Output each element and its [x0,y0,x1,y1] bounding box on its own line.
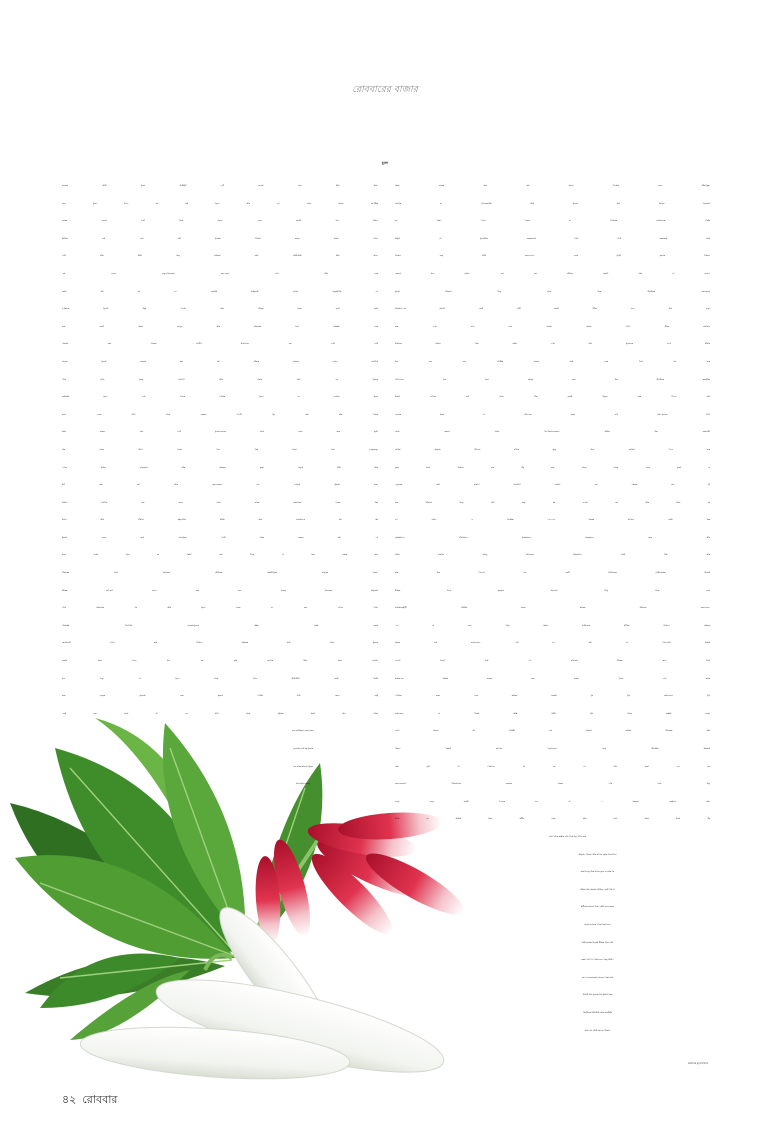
text-line: ওপরে সামান্য বড়িভাজা আর নারকেল কুরো ছড়িয়ে মিষ্টি মিষ্টি [62,466,378,469]
text-line: থাকেন। কিন্তু আমি কোনওদিনও এদের মুখেই তুলতে পারিনি। [395,255,710,258]
section-title: রোববারের বাজার [352,84,418,95]
text-line: বেশি দুঃখ যে পেয়েছিল, সে হল ওই ট্রাম। কারণ ওর তো [395,765,710,768]
author-byline: রজতেন্দ্র মুখোপাধ্যায় [687,1062,708,1065]
text-line: বিধান সরণির মোড়ে সিগন্যালে দাঁড়িয়েছিল একটা ট্রাম। আর [395,554,710,557]
text-line: শোনপুর বা পোলেরহাটের মিষ্টি স্বাদের সাদা ধবধবে মুলোরাই [395,202,710,205]
text-line: সামান্য ভাপিয়ে জল ফেলে দিয়ে, তাতে তেজপাতা, জিরে, গরম [62,501,378,504]
text-line: টুকরো ফেলে কষে শোলমুলো পদটি তৈরি করতে হয়। এই [62,536,378,539]
text-line: মুহূর্তে আকাশে উড়ে যেতে পারে! টিনটিনের ‘চন্দ্রালোকে [395,290,710,293]
text-line: মাসিদের সামনে পাতা চটের ওপর সাদা মুলোদের দেখে আমার [395,343,710,346]
text-line: মতোই দেখতে হয়ে যাবে। আর রকেট উড়লে তার পিছনে লম্বা [395,396,710,399]
text-line: শ্যামবাজারমুখী ট্রামটির চালক রামচন্দ্র প্রসাদকে বলেছিলেন, [395,607,710,610]
text-line: দাঁড়িয়েও থাকত। আর কপালে জুটত গালাগালি। [578,853,617,856]
text-line: এরা ওজনে দেড়-দু’কিলোরও হত—তবে এখন আর এদের [62,272,378,275]
text-line: করে দড়িতে ঝুলিয়ে, তার কুরনো পেটের মধ্যে রোজ একটু [62,695,378,698]
text-line: করে কেটে, সরষে ফোড়ন আর কাঁচালঙ্কা দিয়ে গেরস্তরা এদের [62,325,378,328]
text-line: রেওয়াজটি এখনও রয়ে গিয়েছে। অম্বলের মধ্যে থেকে মুলোর [62,642,378,645]
magazine-name: রোববার [82,1093,118,1106]
text-line: হয়েছিলেন ওই ট্রামের সমস্ত যাত্রী। খুশি সেদিন রাস্তায় জড়ো [395,712,710,715]
text-line: কথা। কই, আমি তো তা পারিনি! [584,1029,611,1032]
text-line: বেরিয়েছিল। আগেরদিন সাতসকালে বিবেকানন্দ রোড আর [395,536,710,539]
text-line: বীরেন্দ্র যাদব ফুরফুরে মেজাজে গাড়ি থেকে নেমে [395,589,710,592]
text-line: স্বাধীনতা চাইতে পারে—সেটা কোনওভাবে [580,906,615,909]
text-line: টকটকে হয়ে ওঠে। বিট মুলোরা উইডস বলের মতোই গোল, [62,237,378,240]
text-line: হাতের জলের ছিটে গায়ে পড়লে এদের লালটা যেন আরও [62,220,378,223]
text-line: লেজের মতো যে আগুনের হলকা দেখা যায়—মুলোর মাথা [395,413,710,416]
text-line: টিনটিনের X-FLR-6 নামক রকেটটির [583,1011,612,1014]
text-line: লাল মুলো মানে, হয় বিট মুলো আর তা নইলে হিংলি। ব্যাপারীর [62,202,378,205]
text-line: রামচন্দ্র’কে মারধর করতে শুরু করেন। পুলিশ এসে তাঁকে [395,677,710,680]
text-line: মনে হত, লাল পোস্টার কালার দিয়ে ওদের গায়ে যত্ন করে [395,360,710,363]
page-number: ৪২ [62,1093,77,1106]
text-line: ছোট আর মিষ্টি। কিন্তু হিংলিরা লম্বা, মোটাসোটা আর ঝাল। [62,255,378,258]
text-line: পরদিন খবরটি কাগজে পড়েছিলেন। কিন্তু ঘটনাটায় সবচেয়ে [395,748,710,750]
text-line: ম্যাটাডোরের খালাসি বীরেন্দ্র যাদব। সেই [581,941,614,944]
text-line: গ্রেপ্তারও করে। এতে রামচন্দ্র নিশ্চয়ই খুব খুশি হয়েছিলেন। খুশি [395,695,710,698]
text-line: মুলো দিয়েই ‘মুলি কে পরাঠা’ হয়ে থাকে, যা কিনা লঙ্কার ঝাল [62,554,378,557]
text-line: ফুল ফোটাতেন। তবে তেল- [292,730,314,733]
text-line: ঘন্ট করা হয়। আর বড়গুলোকে ছাল ছাড়িয়ে টুকরো করে, [62,484,378,487]
text-line: নেওয়া যাবে?’ ব্যস, এই কথাতেই বীরেন্দ্র রেগে গিয়ে [395,660,710,663]
text-line: মনে পড়ে, এই মুলো পেকে গেলে আধাআধি কেটে, উল্টো [62,677,378,680]
text-line: মশলা আর পেঁয়াজ রসুন-আদা বাটার সঙ্গে শোলমাছের রিং রিং [62,519,378,522]
text-line: মটরের চাপ-চাপ ডালও করা হত। যেহেতু অনেকের বাড়িতেই [62,589,378,592]
text-line: ভারি বাহার। এমন ছোট মুলোগুলোকে ফালি ফালি করে কুটে, [62,431,378,434]
text-line: নরমসরম মুলো ওঠে, যাদের পৌষের মুলো বা বাঙালি মুলো [62,396,378,399]
text-line: পায়েসের পাশাপাশি চালতা-মুলোর অম্বল তৈরি করার [62,624,378,627]
text-line: খোপগুলো এঁকে দিলে, হয়তো ওরাও ঠিক টিনটিনের রকেটটার [395,378,710,381]
text-line: প্রতিটি সাদা মুলোর মধ্যে ঘুমিয়ে থাকা [582,994,613,997]
text-line: হয়তো জানতে পেরে গিয়েছিলেন [584,923,611,926]
text-line: লালচে মুলোই ব্যবহার করা হয়। আবার বাংলার নানান জায়গায় [62,360,378,363]
text-line: তেমন চাষ হয় না। একসময় বসিরহাট, দেগঙ্গা, বেড়াচাঁপায় এই [62,290,378,293]
text-line: কারণে খেপেও গিয়েছিলেন। কিন্তু আমিও [581,959,614,962]
article-title: মুলো [381,161,389,165]
text-line: করে আকাশে উড়ে যায়। কিন্তু সব চাওয়া তো আর সত্যি হয় [395,501,710,504]
text-line: তারপর নড়া ধরে লাইনে তুলে দেওয়ার পর [580,871,615,874]
text-line: তো ছেলেবেলাতেই জানতে পেরেছিলাম [581,976,614,979]
text-line: থেকে বেরনো দিঘল গাছপাতাগুলোকেও আমার ঠিক তেমনটিই [395,431,710,434]
text-line: সঙ্গে কাঁচা কামড়ে [296,783,310,786]
text-line: পৌষ মাসে ফিকে গোলাপি আর সাদার মেশা এক ধরনের [62,378,378,381]
text-line: বলে। এদের মাথা থেকে বেরনো গাছটি খুব লম্বা আর পাতার [62,413,378,416]
left-column [62,178,378,794]
text-line: হল সেরা। এখনও বিহার বা পাঞ্জাবের ভাইজানেরা পেটের [395,220,710,223]
text-line: একটু জল দিয়ে, মা ওর মাথা থেকে জুঁইয়ের মতো সাদা থোকা [62,712,378,715]
text-line: নুন-লঙ্কা দিয়ে ইতুপুজোর [293,748,313,750]
text-line: নেড়ে নেড়ে চলাটা পছন্দের ছিল না। ও চিরকাল চেয়েছিল বাস, [395,800,710,803]
text-line: ট্যাক্সি বা অটোর মতো স্বাধীন হতে। আর তাই, মাঝে মাঝে উঁচু [395,818,710,821]
text-line: দু’ধরনের মুলোই প্রচুর পাওয়া যেত। আলুর মতো ডুমো ডুমো [62,308,378,311]
text-line: ওড়ানোর চেষ্টা করেছি! মনেপ্রাণে চেয়েছি ওরা একবার যেন সাঁ [395,484,710,487]
text-line: তুলে নিয়ে, উঠোনে হাত উঁচু করে দৌড়ে দৌড়ে ওদের কতই না [395,466,710,469]
text-line: আচারের সঙ্গে চমৎকার। আমাদের ভবানীপুরের বাড়িতে মুলো- [62,572,378,575]
text-line: লাইন থেকে রাস্তার নেমে গিয়ে ঘাড় গোঁজ করে [549,835,586,838]
text-line: অভিযান’-এর মলাটে একটা দুর্ধর্ষ রকেট আঁকা ছিল। সাদা বড়ি। [395,308,710,311]
text-line: অবাক হয়ে বলেছিলেন, ‘এটা কি বাস যে, যখন-তখন সরিয়ে [395,642,710,645]
text-line: দিন ভাতে-ভাত বা মুড়ির [293,765,313,768]
text-line: চাকতি হাতে নিলে মনে হত বুঝি রুপোর টাকা হাতে নিলাম। [62,660,378,663]
text-line: আবার সেই স্লেভারি। আসলে একটা ট্রাম যে [580,888,615,891]
text-line: ‘এই যে দাদা, গাড়ি সরান। ম্যাটাডোর আটকে গিয়েছে।’ রামচন্দ্র [395,624,710,627]
text-line: কিংবা ডালের সঙ্গে প্লেন ভাজা খাওয়ার জন্যে ঘটকপুকুর, [395,185,710,187]
text-line: অল্প তেলে আদা, জিরে, ধনে, গরম মশলা দিয়ে নেড়েচেড়ে, [62,448,378,451]
text-line: ছেঁচকিই বেশি খেতেন। ইদানীং স্যালাডেও তো ছোট্ট ছোট্ট [62,343,378,346]
text-line: লাগত। বাড়িতে আনাজ রাখার ঝুড়ি থেকে একখানা পছন্দ করে [395,448,710,451]
text-line: পৌষ সংক্রান্তির পর আর মুলো ঢোকে না, তাই ওইদিন পিঠে- [62,607,378,610]
text-line: বাজারে আসা মুলো মোটামুটি দু’টি রঙের। লাল আর সাদা। [62,185,378,187]
text-line: অসুখে এই মুলোটিকে ভোরবেলায় খালি পেটে কচকচিয়ে খেয়ে [395,237,710,240]
text-line: হওয়া অচেনা সব পথচারী এবং অবশ্যই সেইসব পাঠকেরা, যাঁরা [395,730,710,733]
text-line: না! যেমন, ১৬ ডিসেম্বর ২০১৪-র খবরের কাগজে একটা খবর [395,519,710,522]
text-line: কেবলই মনে হয়েছে, এরা তো আসলে রকেট, যারা যে কোনও [395,272,710,275]
page-footer [62,1090,124,1110]
text-line: কোনওকালেই ট্রামলাইনের চকচকে পাতের ওপর দিয়ে ঘাড় [395,783,710,786]
right-column [395,178,710,1040]
text-line: তার ঠিক পিছনেই ছিল একটা ম্যাটাডোর। ম্যাটাডোরের খালাসি [395,572,710,575]
text-line: তার ওপর লাল লাল চৌকো চৌকো খোপ। শীতে শাকউলি [395,325,710,328]
